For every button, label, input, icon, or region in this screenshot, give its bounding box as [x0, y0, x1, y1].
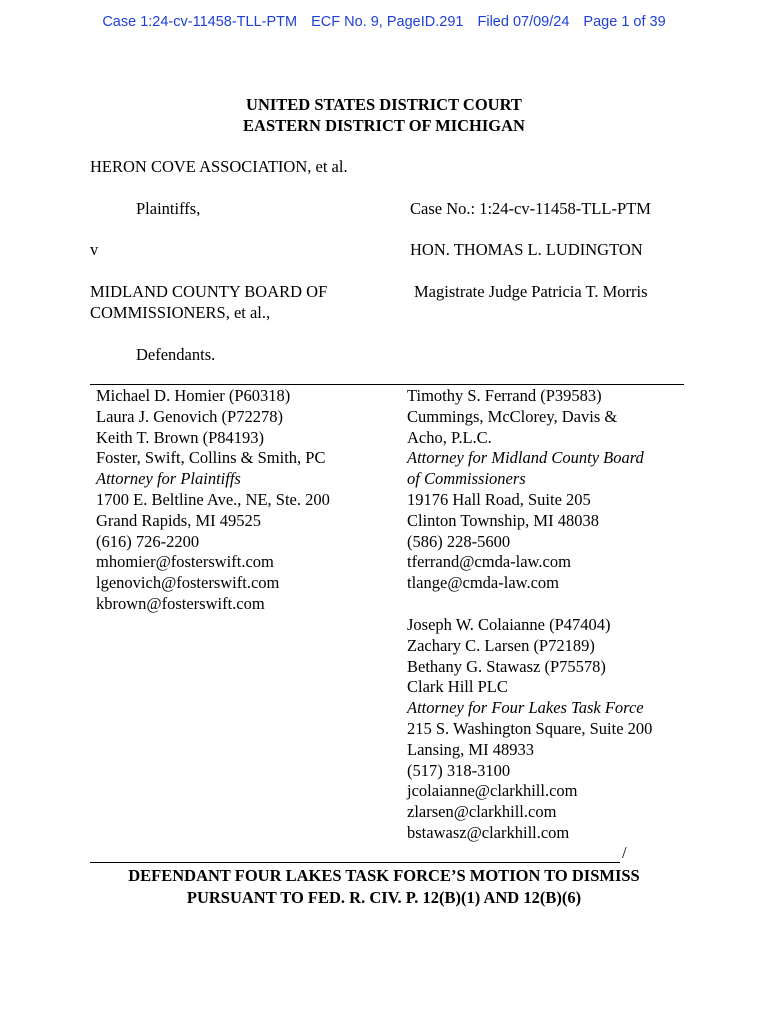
plaintiff-name: HERON COVE ASSOCIATION, et al. [90, 157, 348, 176]
plaintiffs-label: Plaintiffs, [136, 199, 201, 218]
defendant-name-line2: COMMISSIONERS, et al., [90, 303, 271, 322]
counsel-line: Michael D. Homier (P60318) [96, 386, 291, 405]
counsel-line: Laura J. Genovich (P72278) [96, 406, 283, 426]
counsel-firm: Cummings, McClorey, Davis & [407, 406, 618, 426]
motion-title-line2: PURSUANT TO FED. R. CIV. P. 12(B)(1) AND 12(B)(6) [186, 888, 582, 907]
counsel-role: of Commissioners [407, 469, 526, 489]
counsel-city: Lansing, MI 48933 [407, 739, 534, 759]
four-lakes-counsel-block [407, 615, 652, 844]
counsel-phone: (586) 228-5600 [407, 531, 511, 551]
counsel-address: 19176 Hall Road, Suite 205 [407, 489, 591, 509]
defendant-name-line1: MIDLAND COUNTY BOARD OF [90, 282, 328, 301]
counsel-line: Keith T. Brown (P84193) [96, 427, 265, 447]
counsel-email: tlange@cmda-law.com [407, 573, 560, 593]
counsel-line: Joseph W. Colaianne (P47404) [407, 615, 611, 634]
counsel-email: lgenovich@fosterswift.com [96, 573, 280, 593]
counsel-role: Attorney for Four Lakes Task Force [407, 698, 644, 718]
ecf-header-stamp [0, 14, 768, 30]
closing-slash: / [622, 843, 627, 862]
counsel-line: Timothy S. Ferrand (P39583) [407, 386, 602, 405]
counsel-role: Attorney for Midland County Board [407, 448, 644, 468]
counsel-address: 1700 E. Beltline Ave., NE, Ste. 200 [96, 489, 330, 509]
counsel-line: Zachary C. Larsen (P72189) [407, 635, 595, 655]
counsel-email: zlarsen@clarkhill.com [407, 802, 557, 822]
counsel-top-rule [90, 384, 684, 385]
counsel-firm: Foster, Swift, Collins & Smith, PC [96, 448, 326, 468]
midland-counsel-block [407, 386, 644, 594]
district-judge: HON. THOMAS L. LUDINGTON [410, 240, 643, 259]
counsel-line: Bethany G. Stawasz (P75578) [407, 656, 606, 676]
magistrate-judge: Magistrate Judge Patricia T. Morris [414, 282, 648, 301]
counsel-city: Clinton Township, MI 48038 [407, 510, 599, 530]
case-number: Case No.: 1:24-cv-11458-TLL-PTM [410, 199, 651, 218]
counsel-firm: Acho, P.L.C. [407, 427, 492, 447]
stamp-case-number: Case 1:24-cv-11458-TLL-PTM [102, 14, 298, 30]
versus-label: v [90, 240, 99, 259]
counsel-email: tferrand@cmda-law.com [407, 552, 571, 572]
court-district: EASTERN DISTRICT OF MICHIGAN [243, 116, 525, 135]
counsel-address: 215 S. Washington Square, Suite 200 [407, 718, 653, 738]
counsel-bottom-rule [90, 862, 620, 863]
stamp-page-count: Page 1 of 39 [583, 14, 666, 30]
court-name: UNITED STATES DISTRICT COURT [246, 95, 522, 114]
counsel-role: Attorney for Plaintiffs [96, 469, 241, 489]
counsel-firm: Clark Hill PLC [407, 677, 508, 697]
counsel-email: mhomier@fosterswift.com [96, 552, 274, 572]
counsel-phone: (616) 726-2200 [96, 531, 200, 551]
counsel-phone: (517) 318-3100 [407, 760, 511, 780]
plaintiffs-counsel-block [96, 386, 330, 615]
counsel-email: bstawasz@clarkhill.com [407, 822, 570, 842]
stamp-filed-date: Filed 07/09/24 [477, 14, 570, 30]
defendants-label: Defendants. [136, 345, 216, 364]
counsel-city: Grand Rapids, MI 49525 [96, 510, 261, 530]
motion-title-line1: DEFENDANT FOUR LAKES TASK FORCE’S MOTION TO DISMISS [128, 866, 640, 885]
counsel-email: jcolaianne@clarkhill.com [407, 781, 578, 801]
stamp-ecf-number: ECF No. 9, PageID.291 [311, 14, 464, 30]
counsel-email: kbrown@fosterswift.com [96, 593, 265, 613]
